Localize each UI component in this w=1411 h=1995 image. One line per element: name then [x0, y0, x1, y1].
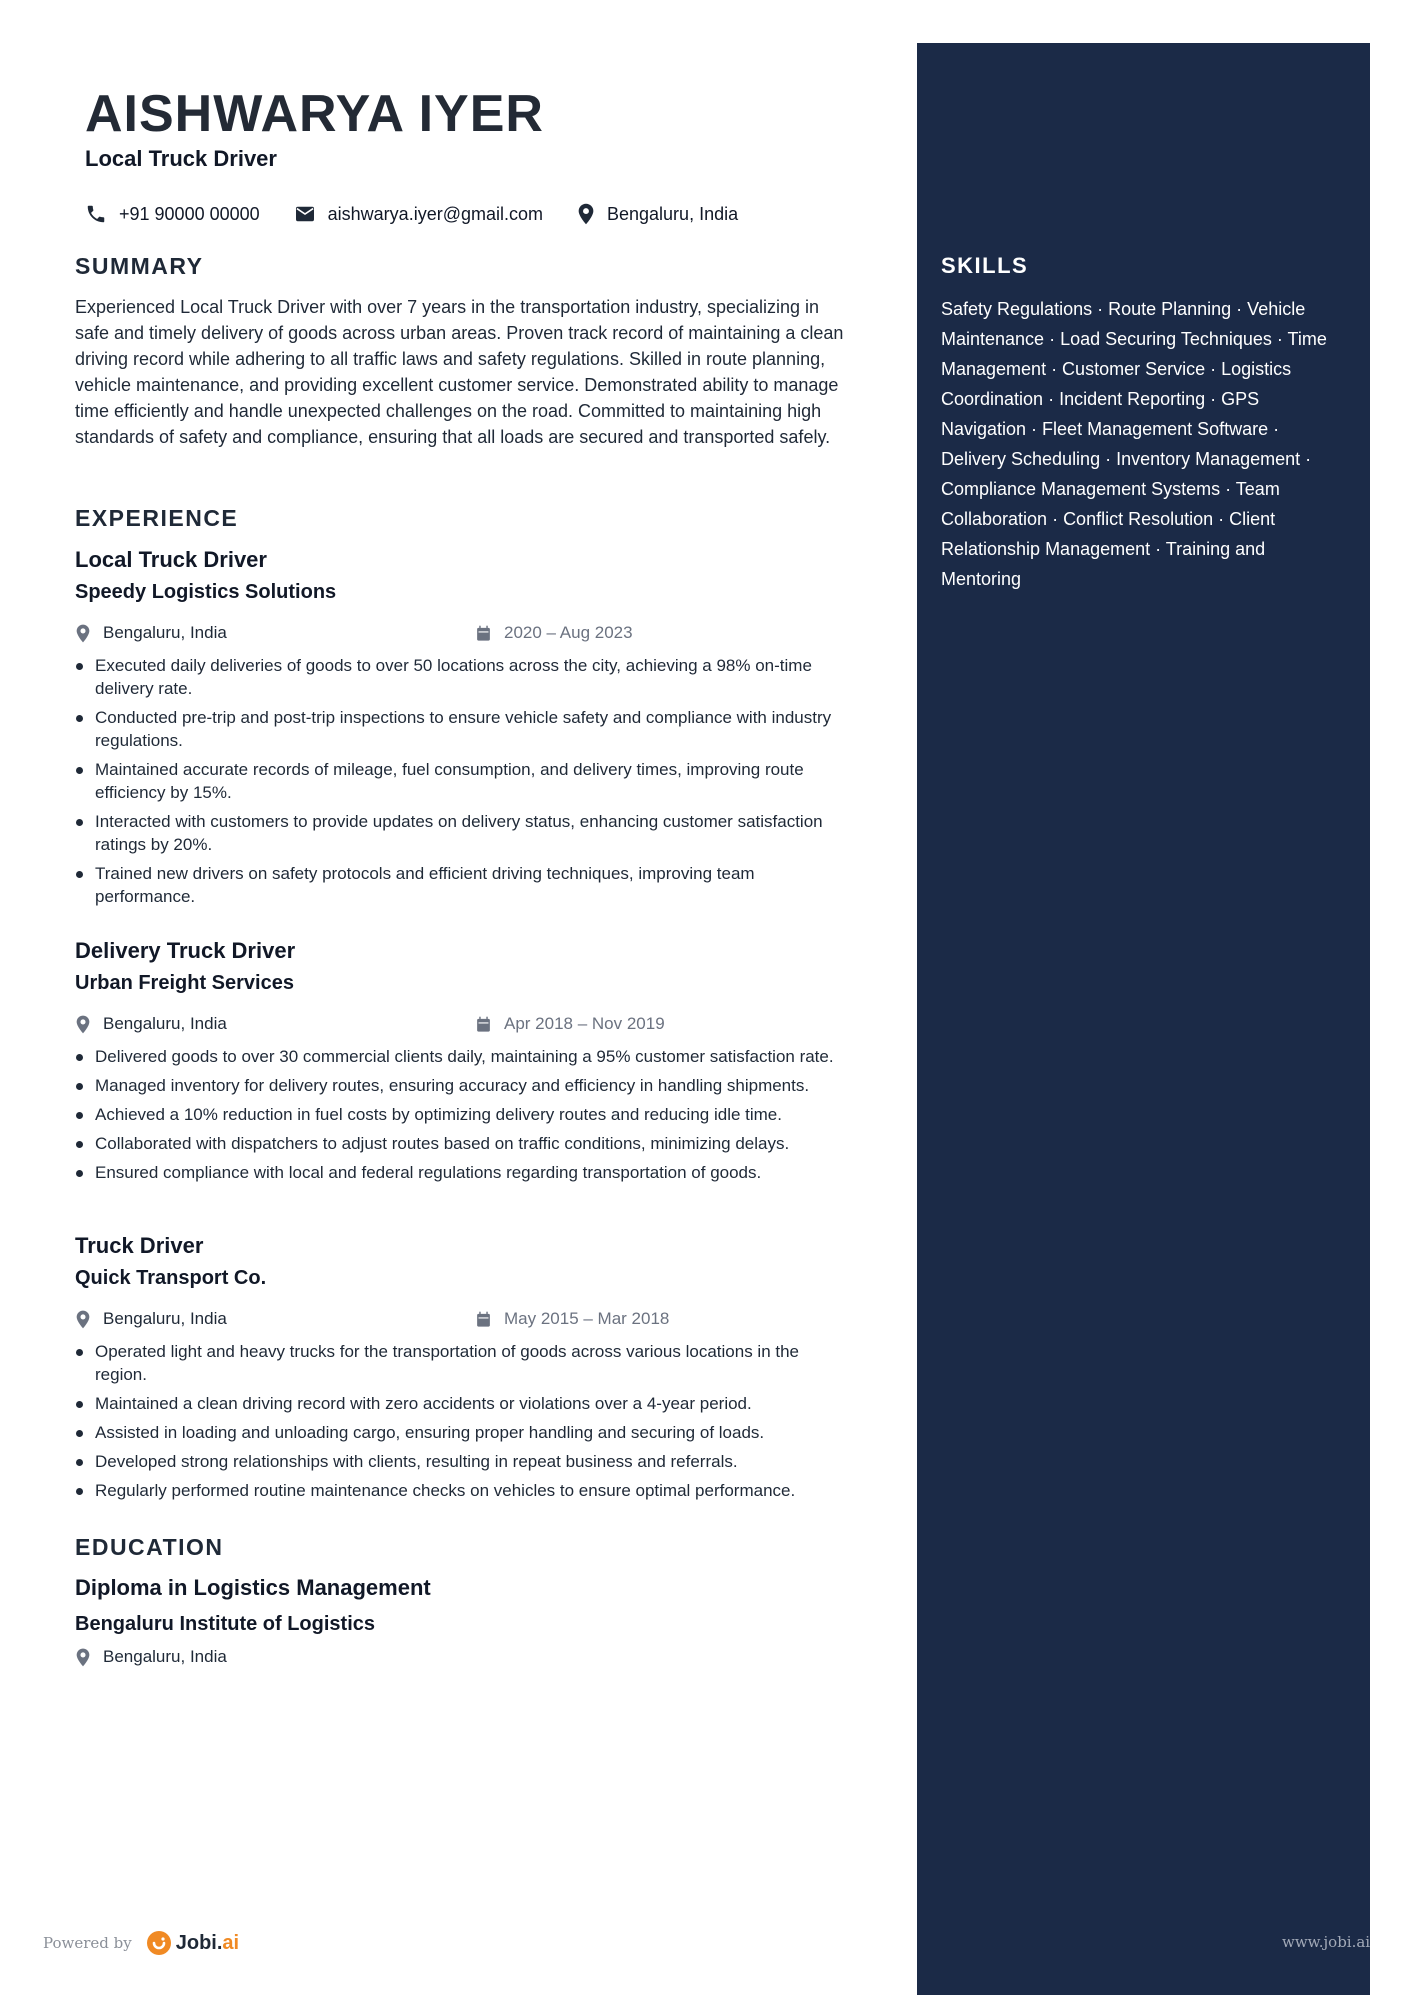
mail-icon	[294, 205, 316, 223]
job-dates-text: Apr 2018 – Nov 2019	[504, 1014, 665, 1033]
job-location-text: Bengaluru, India	[103, 623, 227, 642]
job-bullet: Developed strong relationships with clients, resulting in repeat business and referrals.	[75, 1450, 855, 1473]
site-url[interactable]: www.jobi.ai	[1282, 1933, 1371, 1951]
job-meta	[75, 1009, 855, 1039]
job-bullet: Delivered goods to over 30 commercial clients daily, maintaining a 95% customer satisfaction rate.	[75, 1045, 855, 1068]
education-meta	[75, 1642, 855, 1672]
skills-list: Safety Regulations · Route Planning · Vehicle Maintenance · Load Securing Techniques · Time Management · Customer Service · Logistics Coordination · Incident Reporting · GPS Navigation · Fleet Management Software · Delivery Scheduling · Inventory Management · Compliance Management Systems · Team Collaboration · Conflict Resolution · Client Relationship Management · Training and Mentoring	[941, 299, 1327, 589]
job-location-text: Bengaluru, India	[103, 1309, 227, 1328]
job-dates-text: 2020 – Aug 2023	[504, 623, 633, 642]
job-bullets	[75, 654, 855, 908]
job-bullets	[75, 1340, 855, 1502]
experience-heading: EXPERIENCE	[75, 505, 239, 531]
email-text: aishwarya.iyer@gmail.com	[327, 203, 543, 224]
location-pin-icon	[75, 1015, 91, 1034]
job-bullet: Ensured compliance with local and federal regulations regarding transportation of goods.	[75, 1161, 855, 1184]
job-bullet: Assisted in loading and unloading cargo, ensuring proper handling and securing of loads.	[75, 1421, 855, 1444]
job-company: Speedy Logistics Solutions	[75, 581, 337, 603]
phone-icon	[85, 203, 107, 225]
experience-entry	[75, 544, 855, 914]
location-pin-icon	[75, 1310, 91, 1329]
job-title: Delivery Truck Driver	[75, 938, 296, 963]
job-title: Truck Driver	[75, 1233, 204, 1258]
calendar-icon	[475, 1016, 492, 1033]
calendar-icon	[475, 1311, 492, 1328]
job-location	[75, 623, 475, 643]
job-dates	[475, 623, 633, 643]
education-school: Bengaluru Institute of Logistics	[75, 1613, 376, 1635]
job-location	[75, 1309, 475, 1329]
jobi-logo-text	[176, 1932, 239, 1955]
contact-row	[85, 203, 772, 225]
jobi-logo[interactable]	[146, 1930, 239, 1956]
candidate-headline: Local Truck Driver	[85, 146, 277, 171]
job-bullet: Maintained accurate records of mileage, fuel consumption, and delivery times, improving route efficiency by 15%.	[75, 758, 855, 804]
contact-location	[577, 203, 738, 225]
job-location	[75, 1014, 475, 1034]
job-meta	[75, 1304, 855, 1334]
education-location-text: Bengaluru, India	[103, 1647, 227, 1666]
job-bullet: Achieved a 10% reduction in fuel costs by optimizing delivery routes and reducing idle time.	[75, 1103, 855, 1126]
education-degree: Diploma in Logistics Management	[75, 1575, 431, 1600]
job-bullet: Managed inventory for delivery routes, ensuring accuracy and efficiency in handling shipments.	[75, 1074, 855, 1097]
logo-main-text: Jobi.	[175, 1931, 223, 1954]
candidate-name: AISHWARYA IYER	[85, 85, 544, 143]
education-entry	[75, 1572, 855, 1672]
experience-entry	[75, 1230, 855, 1508]
job-bullet: Regularly performed routine maintenance checks on vehicles to ensure optimal performance.	[75, 1479, 855, 1502]
jobi-logo-icon	[146, 1930, 172, 1956]
summary-text: Experienced Local Truck Driver with over 7 years in the transportation industry, specializing in safe and timely delivery of goods across urban areas. Proven track record of maintaining a clean driving record while adhering to all traffic laws and safety regulations. Skilled in route planning, vehicle maintenance, and providing excellent customer service. Demonstrated ability to manage time efficiently and handle unexpected challenges on the road. Committed to maintaining high standards of safety and compliance, ensuring that all loads are secured and transported safely.	[75, 297, 844, 447]
location-pin-icon	[75, 624, 91, 643]
location-text: Bengaluru, India	[607, 203, 739, 224]
skills-heading: SKILLS	[941, 253, 1029, 278]
job-bullet: Operated light and heavy trucks for the transportation of goods across various locations in the region.	[75, 1340, 855, 1386]
location-pin-icon	[577, 203, 595, 225]
job-title: Local Truck Driver	[75, 547, 267, 572]
education-heading: EDUCATION	[75, 1534, 224, 1560]
job-bullet: Executed daily deliveries of goods to over 50 locations across the city, achieving a 98% on-time delivery rate.	[75, 654, 855, 700]
summary-heading: SUMMARY	[75, 253, 204, 279]
job-dates-text: May 2015 – Mar 2018	[504, 1309, 670, 1328]
job-dates	[475, 1309, 669, 1329]
powered-by-text: Powered by	[43, 1934, 132, 1952]
job-location-text: Bengaluru, India	[103, 1014, 227, 1033]
calendar-icon	[475, 625, 492, 642]
job-bullet: Interacted with customers to provide updates on delivery status, enhancing customer satisfaction ratings by 20%.	[75, 810, 855, 856]
job-bullet: Conducted pre-trip and post-trip inspections to ensure vehicle safety and compliance with industry regulations.	[75, 706, 855, 752]
job-bullet: Maintained a clean driving record with zero accidents or violations over a 4-year period.	[75, 1392, 855, 1415]
logo-accent-text: ai	[222, 1931, 240, 1954]
job-meta	[75, 618, 855, 648]
job-bullets	[75, 1045, 855, 1184]
job-dates	[475, 1014, 665, 1034]
job-bullet: Collaborated with dispatchers to adjust routes based on traffic conditions, minimizing delays.	[75, 1132, 855, 1155]
job-company: Urban Freight Services	[75, 972, 294, 994]
job-company: Quick Transport Co.	[75, 1267, 267, 1289]
job-bullet: Trained new drivers on safety protocols and efficient driving techniques, improving team performance.	[75, 862, 855, 908]
contact-phone[interactable]	[85, 203, 260, 225]
contact-email[interactable]	[294, 204, 543, 225]
experience-entry	[75, 935, 855, 1190]
location-pin-icon	[75, 1648, 91, 1667]
powered-by-footer[interactable]	[43, 1930, 239, 1956]
education-location	[75, 1647, 475, 1667]
phone-text: +91 90000 00000	[119, 203, 260, 224]
